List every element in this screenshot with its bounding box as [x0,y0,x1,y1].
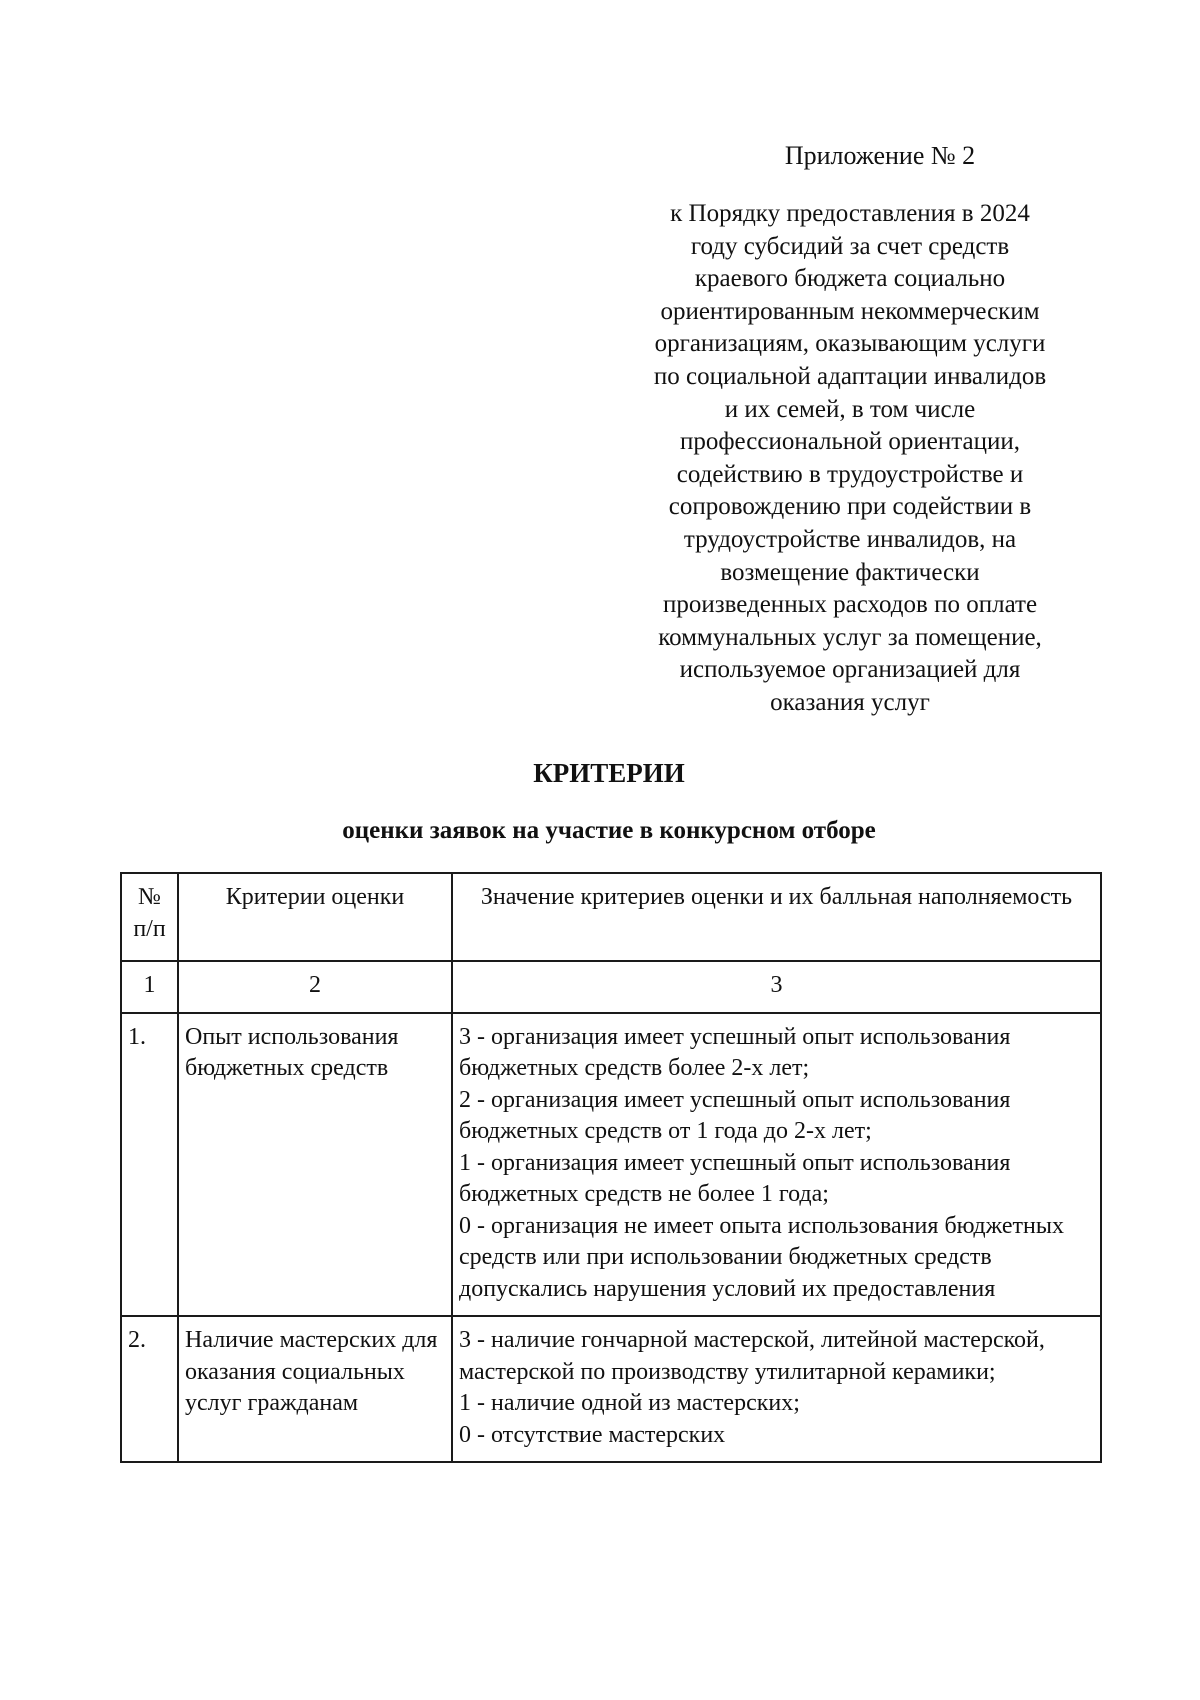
value-line: 0 - организация не имеет опыта использования бюджетных средств или при использовании бюджетных средств допускались нарушения условий их предоставления [459,1212,1064,1302]
appendix-line: организациям, оказывающим услуги [654,330,1046,358]
table-header-row [121,873,1101,961]
appendix-line: к Порядку предоставления в 2024 [670,200,1030,227]
value-line: 1 - наличие одной из мастерских; [459,1390,800,1416]
document-subheading: оценки заявок на участие в конкурсном отборе [342,817,876,844]
appendix-line: году субсидий за счет средств [690,232,1010,260]
column-number: 1 [121,961,178,1013]
row-criterion: Наличие мастерских для оказания социальных услуг гражданам [178,1316,452,1462]
table-row [121,1013,1101,1317]
appendix-line: коммунальных услуг за помещение, [658,623,1042,651]
row-number: 2. [121,1316,178,1462]
appendix-line: по социальной адаптации инвалидов [653,362,1047,390]
column-number: 3 [452,961,1101,1013]
value-line: 2 - организация имеет успешный опыт использования бюджетных средств от 1 года до 2-х лет; [459,1086,1011,1144]
appendix-title: Приложение № 2 [784,141,976,170]
appendix-line: оказания услуг [770,688,930,716]
appendix-line: содействию в трудоустройстве и [676,460,1024,488]
table-row [121,1316,1101,1462]
value-line: 3 - наличие гончарной мастерской, литейной мастерской, мастерской по производству утилитарной керамики; [459,1327,1045,1385]
appendix-line: произведенных расходов по оплате [662,591,1038,619]
header-number: № п/п [121,873,178,961]
appendix-line: сопровождению при содействии в [668,493,1032,521]
appendix-line: используемое организацией для [679,656,1021,684]
appendix-text [610,198,1090,720]
appendix-line: краевого бюджета социально [694,265,1006,293]
column-number: 2 [178,961,452,1013]
row-number: 1. [121,1013,178,1317]
document-heading: КРИТЕРИИ [533,758,685,788]
header-value: Значение критериев оценки и их балльная наполняемость [452,873,1101,961]
header-criterion: Критерии оценки [178,873,452,961]
appendix-line: ориентированным некоммерческим [660,297,1040,325]
value-line: 0 - отсутствие мастерских [459,1421,726,1448]
value-line: 1 - организация имеет успешный опыт использования бюджетных средств не более 1 года; [459,1149,1011,1207]
row-values [452,1013,1101,1317]
table-column-numbers-row [121,961,1101,1013]
value-line: 3 - организация имеет успешный опыт использования бюджетных средств более 2-х лет; [459,1023,1011,1081]
appendix-line: профессиональной ориентации, [679,428,1020,456]
appendix-line: возмещение фактически [720,558,980,586]
row-values [452,1316,1101,1462]
appendix-line: трудоустройстве инвалидов, на [683,525,1017,553]
appendix-line: и их семей, в том числе [724,395,976,423]
criteria-table [120,872,1102,1463]
row-criterion: Опыт использования бюджетных средств [178,1013,452,1317]
